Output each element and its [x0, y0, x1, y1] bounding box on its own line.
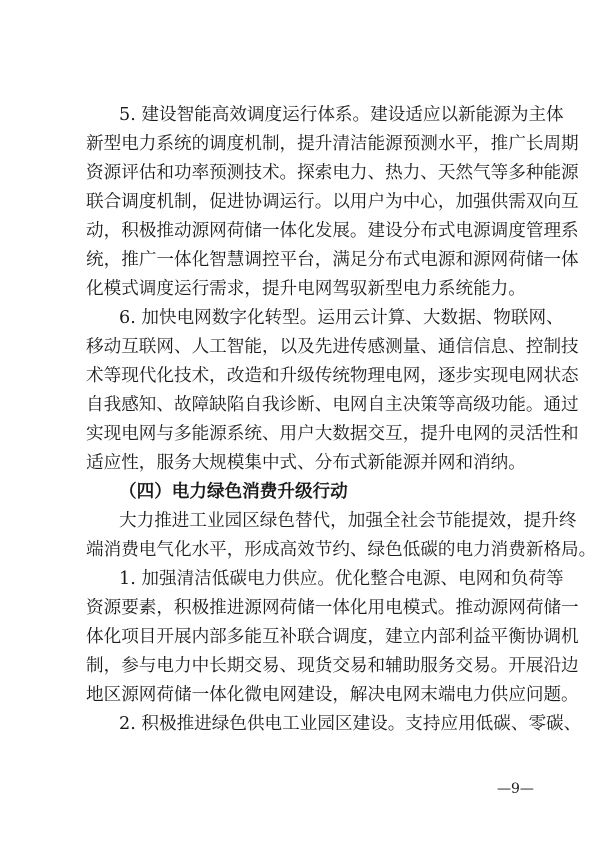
text-line: 2. 积极推进绿色供电工业园区建设。支持应用低碳、零碳、 — [119, 714, 582, 734]
text-line: 移动互联网、人工智能，以及先进传感测量、通信信息、控制技 — [86, 337, 579, 357]
text-line: 地区源网荷储一体化微电网建设，解决电网末端电力供应问题。 — [86, 685, 579, 705]
text-line: 大力推进工业园区绿色替代，加强全社会节能提效，提升终 — [119, 511, 577, 531]
text-line: 实现电网与多能源系统、用户大数据交互，提升电网的灵活性和 — [86, 424, 579, 444]
text-line: 6. 加快电网数字化转型。运用云计算、大数据、物联网、 — [119, 308, 564, 328]
text-line: 资源要素，积极推进源网荷储一体化用电模式。推动源网荷储一 — [86, 598, 579, 618]
text-line: 5. 建设智能高效调度运行体系。建设适应以新能源为主体 — [119, 105, 564, 125]
text-line: 资源评估和功率预测技术。探索电力、热力、天然气等多种能源 — [86, 163, 579, 183]
section-heading: （四）电力绿色消费升级行动 — [119, 482, 348, 502]
text-line: 制，参与电力中长期交易、现货交易和辅助服务交易。开展沿边 — [86, 656, 579, 676]
text-line: 术等现代化技术，改造和升级传统物理电网，逐步实现电网状态 — [86, 366, 579, 386]
text-line: 端消费电气化水平，形成高效节约、绿色低碳的电力消费新格局。 — [86, 540, 597, 560]
text-line: 体化项目开展内部多能互补联合调度，建立内部利益平衡协调机 — [86, 627, 579, 647]
text-line: 动，积极推动源网荷储一体化发展。建设分布式电源调度管理系 — [86, 221, 579, 241]
text-line: 化模式调度运行需求，提升电网驾驭新型电力系统能力。 — [86, 279, 526, 299]
text-line: 自我感知、故障缺陷自我诊断、电网自主决策等高级功能。通过 — [86, 395, 579, 415]
text-line: 统，推广一体化智慧调控平台，满足分布式电源和源网荷储一体 — [86, 250, 579, 270]
text-line: 新型电力系统的调度机制，提升清洁能源预测水平，推广长周期 — [86, 134, 579, 154]
text-line: 1. 加强清洁低碳电力供应。优化整合电源、电网和负荷等 — [119, 569, 564, 589]
text-line: 联合调度机制，促进协调运行。以用户为中心，加强供需双向互 — [86, 192, 579, 212]
text-line: 适应性，服务大规模集中式、分布式新能源并网和消纳。 — [86, 453, 526, 473]
page-number: —9— — [497, 781, 534, 797]
